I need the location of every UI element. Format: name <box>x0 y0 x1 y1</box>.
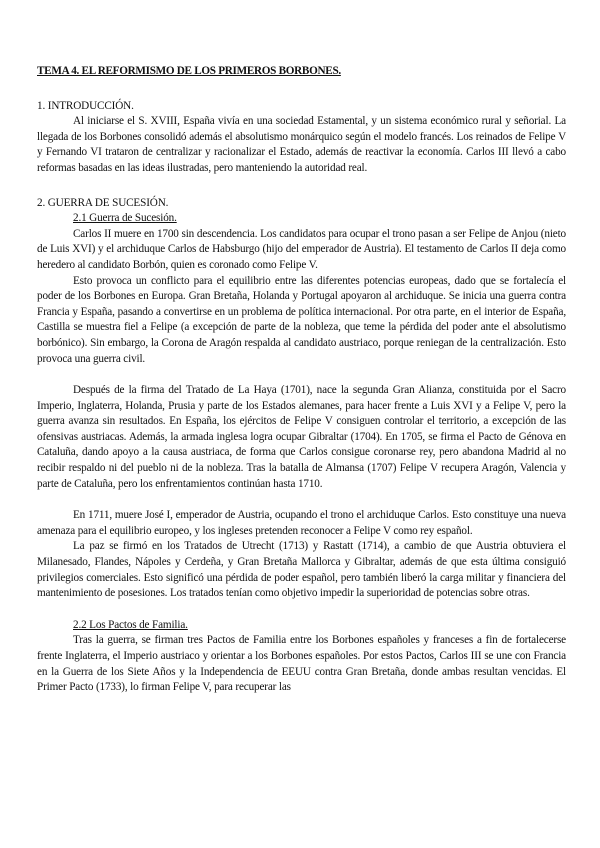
subsection-heading-guerra-sucesion: 2.1 Guerra de Sucesión. <box>73 212 177 225</box>
war-paragraph-2: Esto provoca un conflicto para el equilibrio entre las diferentes potencias europeas, dado que se fortalecía el poder de los Borbones en Europa. Gran Bretaña, Holanda y Portugal apoyaron al archiduque. Se inicia una guerra contra Francia y España, pasando a convertirse en un problema de política internacional. Por otra parte, en el interior de España, Castilla se muestra fiel a Felipe (a excepción de parte de la nobleza, que teme la pérdida del poder ante el absolutismo borbónico). Sin embargo, la Corona de Aragón respalda al candidato austriaco, porque reniegan de la centralización. Esto provoca una guerra civil. <box>37 274 566 365</box>
spacer <box>37 177 566 196</box>
war-paragraph-1: Carlos II muere en 1700 sin descendencia. Los candidatos para ocupar el trono pasan a ser Felipe de Anjou (nieto de Luis XVI) y el archiduque Carlos de Habsburgo (hijo del emperador de Austria). El testamento de Carlos II deja como heredero al candidato Borbón, quien es coronado como Felipe V. <box>37 227 566 271</box>
war-paragraph-4: En 1711, muere José I, emperador de Austria, ocupando el trono el archiduque Carlos. Esto constituye una nueva amenaza para el equilibrio europeo, y los ingleses pretenden reconocer a Felipe V como rey español. <box>37 509 566 537</box>
war-paragraph-5: La paz se firmó en los Tratados de Utrecht (1713) y Rastatt (1714), a cambio de que Austria obtuviera el Milanesado, Flandes, Nápoles y Cerdeña, y Gran Bretaña Mallorca y Gibraltar, además de que esta última consiguió privilegios comerciales. Esto significó una pérdida de poder español, pero también liberó la carga militar y financiera del mantenimiento de posesiones. Los tratados tenían como objetivo impedir la superioridad de potencias sobre otras. <box>37 540 566 600</box>
spacer <box>37 492 566 508</box>
spacer <box>37 602 566 618</box>
section-heading-introduccion: 1. INTRODUCCIÓN. <box>37 99 134 112</box>
document-page <box>37 64 566 696</box>
subsection-heading-pactos-familia: 2.2 Los Pactos de Familia. <box>73 618 188 631</box>
section-heading-guerra-sucesion: 2. GUERRA DE SUCESIÓN. <box>37 196 169 209</box>
spacer <box>37 367 566 383</box>
pactos-paragraph-1: Tras la guerra, se firman tres Pactos de Familia entre los Borbones españoles y franceses a fin de fortalecerse frente Inglaterra, el Imperio austriaco y orientar a los Borbones españoles. Por estos Pactos, Carlos III se une con Francia en la Guerra de los Siete Años y la Independencia de EEUU contra Gran Bretaña, donde ambas resultan vencidas. El Primer Pacto (1733), lo firman Felipe V, para recuperar las <box>37 634 566 694</box>
intro-paragraph: Al iniciarse el S. XVIII, España vivía en una sociedad Estamental, y un sistema económico rural y señorial. La llegada de los Borbones consolidó además el absolutismo monárquico según el modelo francés. Los reinados de Felipe V y Fernando VI trataron de centralizar y racionalizar el Estado, además de reactivar la economía. Carlos III llevó a cabo reformas basadas en las ideas ilustradas, pero manteniendo la autoridad real. <box>37 115 566 174</box>
document-title: TEMA 4. EL REFORMISMO DE LOS PRIMEROS BORBONES. <box>37 65 341 77</box>
war-paragraph-3: Después de la firma del Tratado de La Haya (1701), nace la segunda Gran Alianza, constituida por el Sacro Imperio, Inglaterra, Holanda, Prusia y parte de los Estados alemanes, para hacer frente a Luis XVI y a Felipe V, pero la guerra avanza sin resultados. En España, los ejércitos de Felipe V consiguen controlar el territorio, a excepción de las ofensivas austriacas. Además, la armada inglesa logra ocupar Gibraltar (1704). En 1705, se firma el Pacto de Génova en Cataluña, dando apoyo a la causa austriaca, de forma que Carlos consigue coronarse rey, pero abandona Madrid al no recibir respaldo ni del pueblo ni de la nobleza. Tras la batalla de Almansa (1707) Felipe V recupera Aragón, Valencia y parte de Cataluña, pero los enfrentamientos continúan hasta 1710. <box>37 384 566 490</box>
